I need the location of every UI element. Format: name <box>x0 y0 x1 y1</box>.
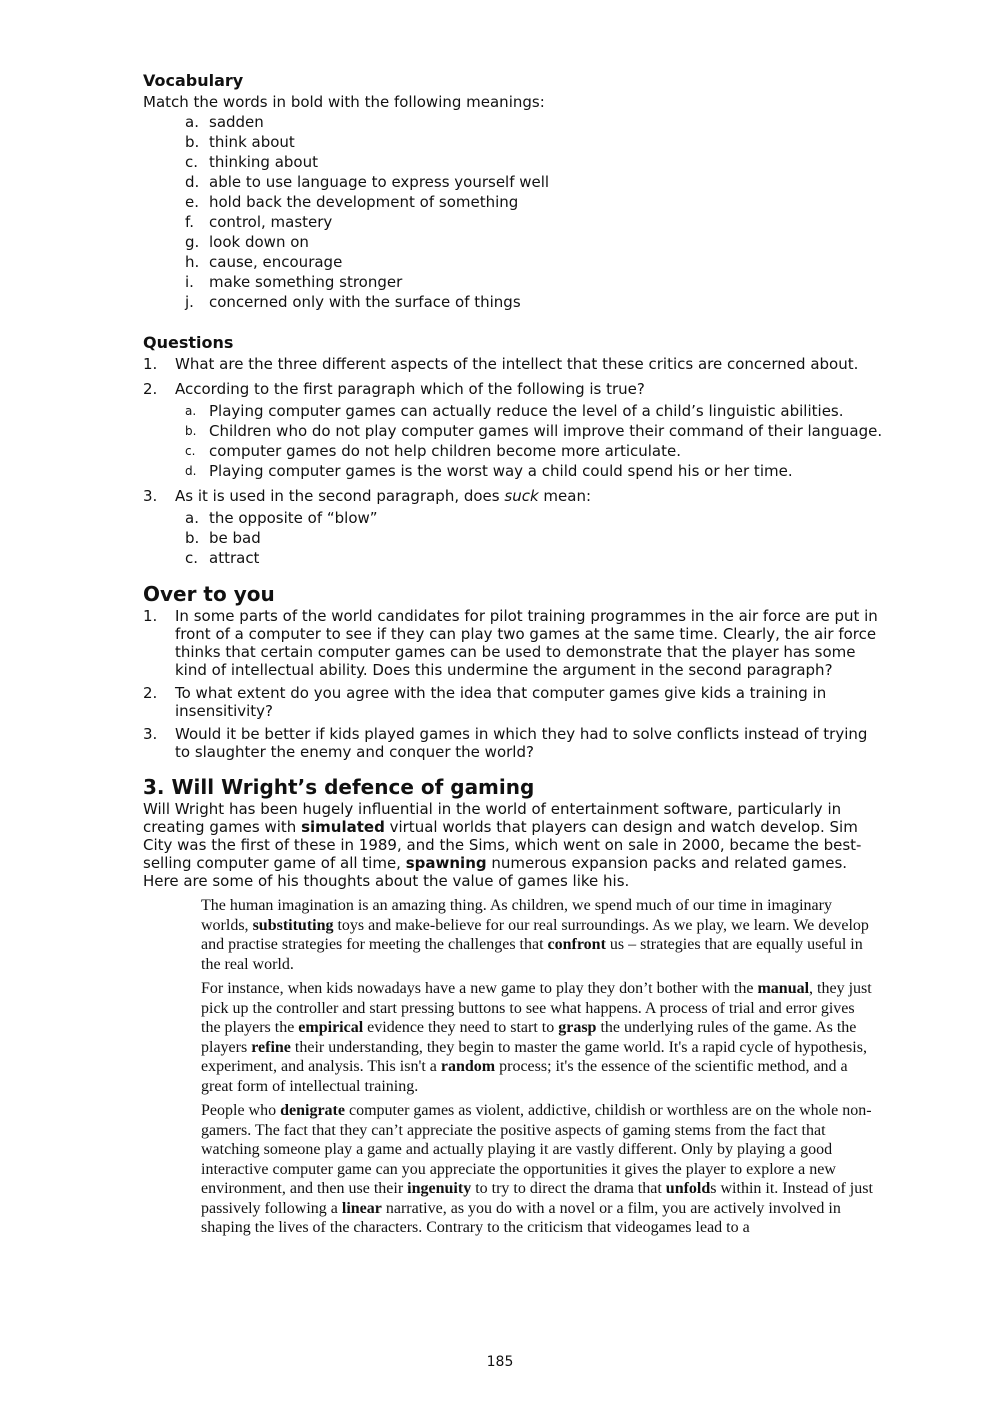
discussion-text: In some parts of the world candidates for pilot training programmes in the air force are put in front of a computer to see if they can play two games at the same time. Clearly, the air force thinks that certain computer games can be used to demonstrate that the player has some kind of intellectual ability. Does this undermine the argument in the second paragraph? <box>175 607 878 679</box>
question-text-part: mean: <box>538 487 592 505</box>
question-number: 2. <box>143 380 158 398</box>
question-item <box>143 486 883 568</box>
discussion-number: 2. <box>143 684 158 702</box>
passage-text: us – strategies that are equally useful in the real world. <box>201 936 863 973</box>
emphasized-word: suck <box>504 487 539 505</box>
passage-text: narrative, as you do with a novel or a film, you are actively involved in shaping the lives of the characters. Contrary to the criticism that videogames lead to a <box>201 1199 841 1236</box>
passage-paragraph <box>201 1101 876 1238</box>
option-item <box>175 421 883 441</box>
option-marker: d. <box>185 464 197 478</box>
option-text: Playing computer games is the worst way a child could spend his or her time. <box>209 462 793 480</box>
passage-paragraph <box>201 979 876 1096</box>
option-marker: b. <box>185 424 197 438</box>
list-item <box>143 132 883 152</box>
option-marker: a. <box>185 509 199 527</box>
list-item <box>143 232 883 252</box>
list-marker: g. <box>185 233 200 251</box>
over-to-you-heading: Over to you <box>143 582 275 606</box>
question-text: What are the three different aspects of the intellect that these critics are concerned about. <box>175 355 859 373</box>
section-intro <box>143 800 883 890</box>
vocabulary-instruction: Match the words in bold with the following meanings: <box>143 93 545 111</box>
vocab-word: manual <box>757 980 810 997</box>
list-marker: d. <box>185 173 200 191</box>
option-item <box>175 461 883 481</box>
passage-paragraph <box>201 896 876 974</box>
list-marker: b. <box>185 133 200 151</box>
page-content <box>143 70 883 1243</box>
question-options <box>175 508 883 568</box>
vocab-word: spawning <box>405 854 487 872</box>
discussion-text: Would it be better if kids played games in which they had to solve conflicts instead of trying to slaughter the enemy and conquer the world? <box>175 725 868 761</box>
question-text <box>175 487 591 505</box>
passage-text: the underlying rules of the game. As the players <box>201 1019 857 1056</box>
page-number: 185 <box>486 1354 514 1370</box>
option-item <box>175 528 883 548</box>
list-item <box>143 252 883 272</box>
question-item <box>143 354 883 374</box>
vocab-word: grasp <box>558 1019 597 1036</box>
list-item-text: look down on <box>209 233 309 251</box>
list-item <box>143 172 883 192</box>
vocab-word: confront <box>547 936 606 953</box>
intro-text: Will Wright has been hugely influential in the world of entertainment software, particularly in creating games with <box>143 800 842 836</box>
questions-list <box>143 354 883 568</box>
spacer <box>143 573 883 581</box>
list-item-text: hold back the development of something <box>209 193 519 211</box>
passage-text: People who <box>201 1102 281 1119</box>
option-text: Children who do not play computer games will improve their command of their language. <box>209 422 883 440</box>
list-item-text: thinking about <box>209 153 318 171</box>
passage-text: computer games as violent, addictive, childish or worthless are on the whole non-gamers. The fact that they can’t appreciate the positive aspects of gaming stems from the fact that watching someone play a game and actually playing it are vastly different. Only by playing a good interactive computer game can you appreciate the opportunities it gives the player to explore a new environment, and then use their <box>201 1102 872 1197</box>
vocab-word: empirical <box>298 1019 364 1036</box>
passage-text: , they just pick up the controller and start pressing buttons to see what happens. A process of trial and error gives the players the <box>201 980 872 1036</box>
vocab-word: unfold <box>665 1180 711 1197</box>
discussion-item <box>143 725 883 761</box>
option-item <box>175 548 883 568</box>
over-to-you-list <box>143 607 883 761</box>
intro-text: numerous expansion packs and related games. Here are some of his thoughts about the value of games like his. <box>143 854 848 890</box>
passage-text: The human imagination is an amazing thing. As children, we spend much of our time in imaginary worlds, <box>201 897 832 934</box>
intro-text: virtual worlds that players can design and watch develop. Sim City was the first of these in 1989, and the Sims, which went on sale in 2000, became the best-selling computer game of all time, <box>143 818 862 872</box>
option-item <box>175 508 883 528</box>
vocabulary-list <box>143 112 883 312</box>
vocab-word: ingenuity <box>407 1180 472 1197</box>
section-heading: 3. Will Wright’s defence of gaming <box>143 775 535 799</box>
passage-text: their understanding, they begin to master the game world. It's a rapid cycle of hypothesis, experiment, and analysis. This isn't a <box>201 1038 867 1075</box>
option-text: Playing computer games can actually reduce the level of a child’s linguistic abilities. <box>209 402 844 420</box>
vocab-word: substituting <box>252 916 334 934</box>
discussion-number: 1. <box>143 607 158 625</box>
list-marker: f. <box>185 213 194 231</box>
list-item-text: control, mastery <box>209 213 333 231</box>
list-item-text: cause, encourage <box>209 253 343 271</box>
passage-text: For instance, when kids nowadays have a new game to play they don’t bother with the <box>201 980 758 997</box>
list-item <box>143 152 883 172</box>
discussion-text: To what extent do you agree with the idea that computer games give kids a training in insensitivity? <box>175 684 827 720</box>
passage-text: to try to direct the drama that <box>471 1180 666 1197</box>
list-item-text: concerned only with the surface of things <box>209 293 521 311</box>
question-options <box>175 401 883 481</box>
option-marker: b. <box>185 529 200 547</box>
discussion-item <box>143 607 883 679</box>
list-item <box>143 212 883 232</box>
option-marker: c. <box>185 444 196 458</box>
list-marker: a. <box>185 113 199 131</box>
list-item-text: able to use language to express yourself well <box>209 173 550 191</box>
option-text: the opposite of “blow” <box>209 509 378 527</box>
vocab-word: linear <box>341 1199 382 1217</box>
vocab-word: denigrate <box>280 1102 345 1119</box>
option-item <box>175 401 883 421</box>
passage-text: evidence they need to start to <box>363 1019 559 1036</box>
list-marker: j. <box>185 293 194 311</box>
list-marker: c. <box>185 153 199 171</box>
discussion-item <box>143 684 883 720</box>
passage-text: s within it. Instead of just passively following a <box>201 1180 873 1217</box>
question-text: According to the first paragraph which of the following is true? <box>175 380 645 398</box>
list-marker: e. <box>185 193 199 211</box>
question-item <box>143 379 883 481</box>
vocabulary-heading: Vocabulary <box>143 71 244 90</box>
list-item-text: sadden <box>209 113 264 131</box>
list-marker: h. <box>185 253 200 271</box>
list-item <box>143 192 883 212</box>
list-item <box>143 272 883 292</box>
list-item <box>143 292 883 312</box>
list-item <box>143 112 883 132</box>
list-item-text: make something stronger <box>209 273 403 291</box>
vocab-word: simulated <box>301 818 385 836</box>
discussion-number: 3. <box>143 725 158 743</box>
option-text: attract <box>209 549 260 567</box>
reading-passage <box>201 896 876 1238</box>
list-marker: i. <box>185 273 194 291</box>
questions-heading: Questions <box>143 333 234 352</box>
option-item <box>175 441 883 461</box>
list-item-text: think about <box>209 133 295 151</box>
passage-text: process; it's the essence of the scientific method, and a great form of intellectual training. <box>201 1058 848 1095</box>
vocab-word: refine <box>251 1038 291 1056</box>
option-marker: c. <box>185 549 199 567</box>
vocab-word: random <box>440 1058 496 1075</box>
question-text-part: As it is used in the second paragraph, does <box>175 487 505 505</box>
option-text: computer games do not help children become more articulate. <box>209 442 681 460</box>
question-number: 3. <box>143 487 158 505</box>
spacer <box>143 312 883 332</box>
option-text: be bad <box>209 529 261 547</box>
passage-text: toys and make-believe for our real surroundings. As we play, we learn. We develop and practise strategies for meeting the challenges that <box>201 916 869 953</box>
option-marker: a. <box>185 404 197 418</box>
spacer <box>143 766 883 774</box>
question-number: 1. <box>143 355 158 373</box>
